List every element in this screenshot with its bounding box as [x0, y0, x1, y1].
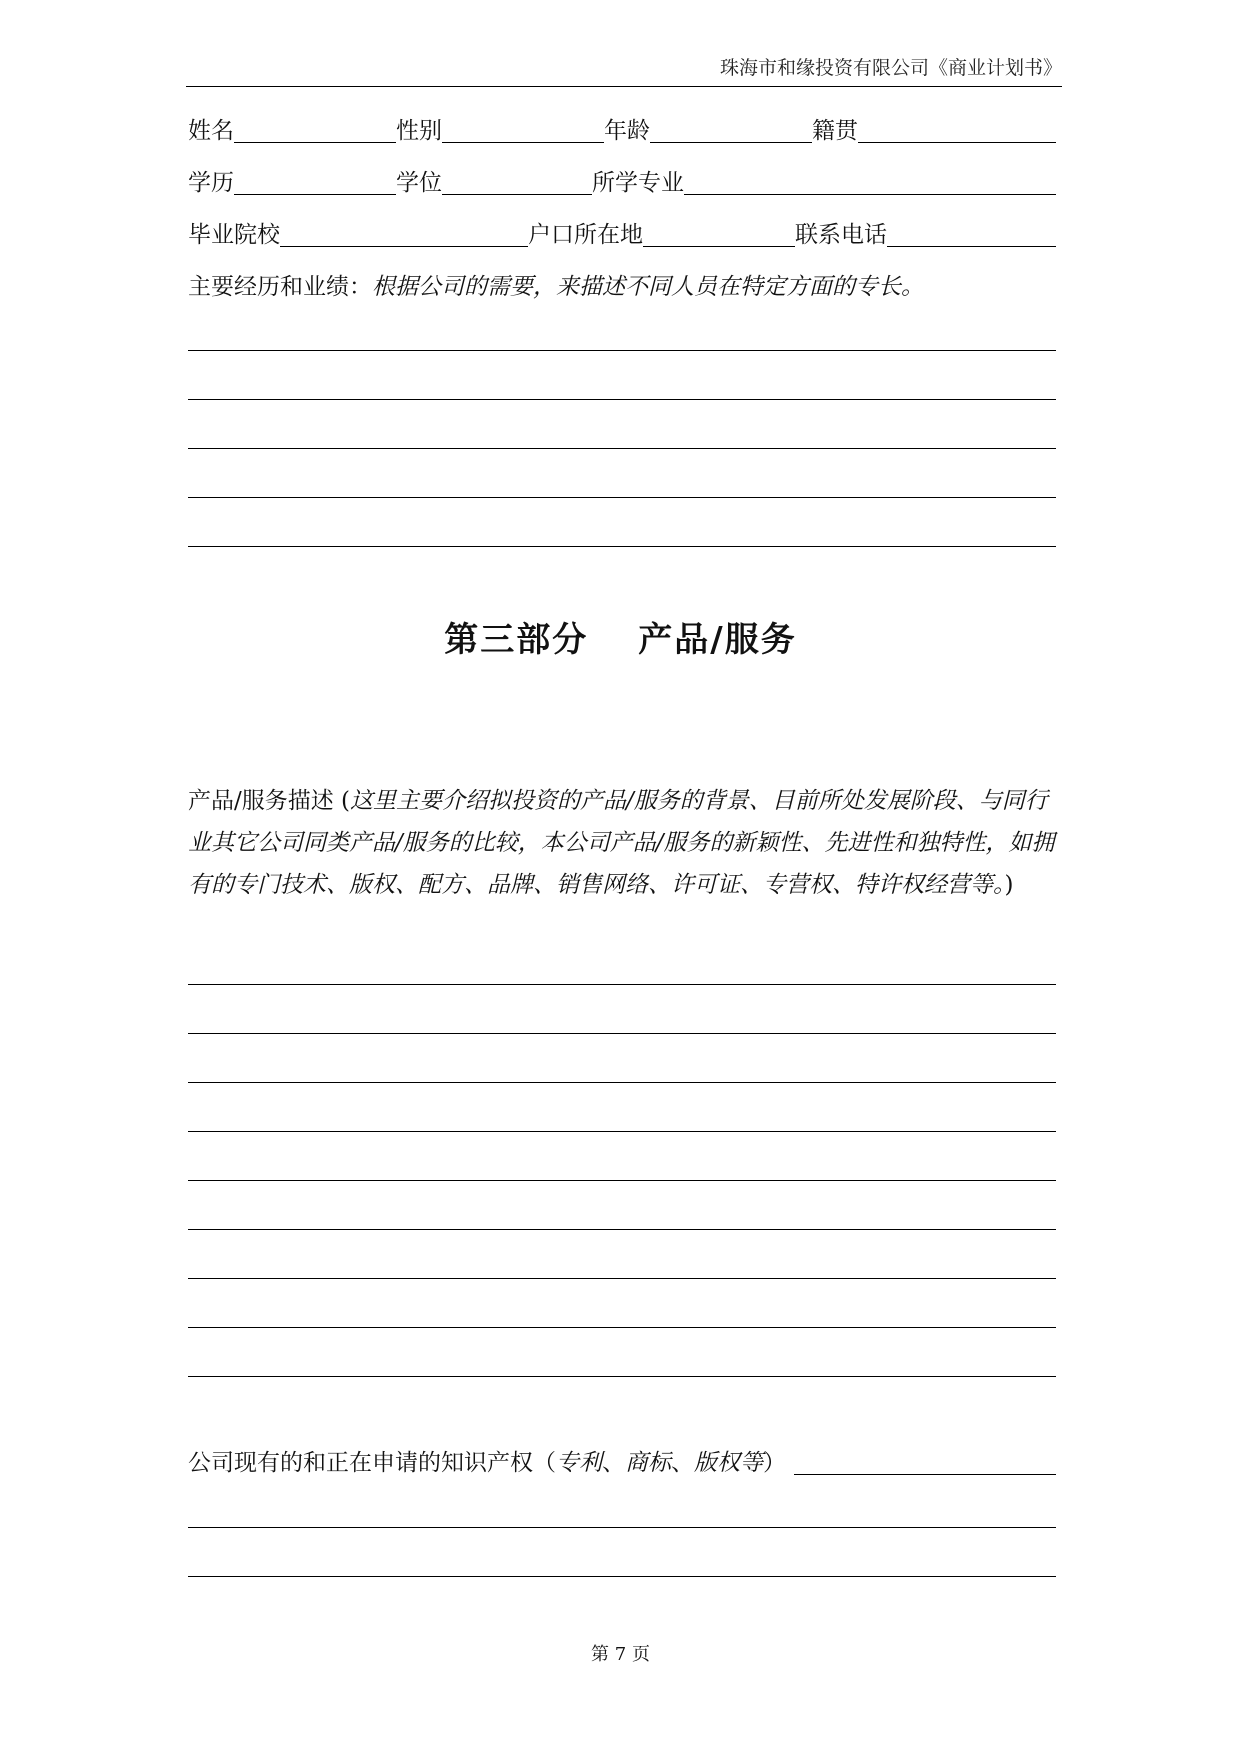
product-blank-line-8[interactable]: [188, 1327, 1056, 1328]
name-field[interactable]: [234, 116, 396, 143]
phone-field[interactable]: [887, 220, 1056, 247]
product-hint: 这里主要介绍拟投资的产品/服务的背景、目前所处发展阶段、与同行业其它公司同类产品/服务的比较，本公司产品/服务的新颖性、先进性和独特性，如拥有的专门技术、版权、配方、品牌、销售网络、许可证、专营权、特许权经营等。: [188, 788, 1055, 898]
experience-blank-line-5[interactable]: [188, 546, 1056, 547]
ip-row: [188, 1446, 1056, 1478]
experience-blank-line-1[interactable]: [188, 350, 1056, 351]
ip-blank-line-1[interactable]: [188, 1527, 1056, 1528]
ip-hint-copyright: 版权等: [694, 1450, 763, 1476]
section-part: 第三部分: [444, 620, 589, 660]
profile-row-2: [188, 166, 1056, 198]
page-header: 珠海市和缘投资有限公司《商业计划书》: [719, 57, 1062, 79]
product-blank-line-7[interactable]: [188, 1278, 1056, 1279]
major-field[interactable]: [684, 168, 1056, 195]
ip-separator-1: 、: [602, 1450, 625, 1476]
experience-blank-line-4[interactable]: [188, 497, 1056, 498]
ip-hint-patent: 专利: [556, 1450, 602, 1476]
profile-row-3: [188, 218, 1056, 250]
product-blank-line-9[interactable]: [188, 1376, 1056, 1377]
name-label: 姓名: [188, 118, 234, 144]
age-field[interactable]: [650, 116, 812, 143]
gender-label: 性别: [396, 118, 442, 144]
education-label: 学历: [188, 170, 234, 196]
school-label: 毕业院校: [188, 222, 280, 248]
page-number: 第 7 页: [591, 1644, 650, 1665]
product-blank-line-4[interactable]: [188, 1131, 1056, 1132]
product-label: 产品/服务描述 (: [188, 788, 351, 814]
experience-blank-line-3[interactable]: [188, 448, 1056, 449]
hukou-label: 户口所在地: [528, 222, 643, 248]
profile-row-1: [188, 114, 1056, 146]
product-blank-line-2[interactable]: [188, 1033, 1056, 1034]
origin-label: 籍贯: [812, 118, 858, 144]
experience-row: [188, 270, 1056, 302]
ip-hint-trademark: 商标: [625, 1450, 671, 1476]
major-label: 所学专业: [592, 170, 684, 196]
age-label: 年龄: [604, 118, 650, 144]
ip-blank-line-2[interactable]: [188, 1576, 1056, 1577]
degree-label: 学位: [396, 170, 442, 196]
ip-separator-2: 、: [671, 1450, 694, 1476]
ip-field[interactable]: [794, 1448, 1056, 1475]
product-description: [188, 780, 1068, 906]
experience-label: 主要经历和业绩：: [188, 274, 372, 300]
header-rule: [186, 86, 1062, 87]
section-title: [0, 612, 1241, 661]
product-blank-line-3[interactable]: [188, 1082, 1056, 1083]
origin-field[interactable]: [858, 116, 1056, 143]
degree-field[interactable]: [442, 168, 592, 195]
school-field[interactable]: [280, 220, 528, 247]
ip-label: 公司现有的和正在申请的知识产权（: [188, 1450, 556, 1476]
section-title-text: 产品/服务: [638, 620, 797, 660]
product-close: ): [1004, 872, 1014, 898]
experience-hint: 根据公司的需要，来描述不同人员在特定方面的专长。: [372, 274, 924, 300]
education-field[interactable]: [234, 168, 396, 195]
experience-blank-line-2[interactable]: [188, 399, 1056, 400]
ip-close: ）: [763, 1450, 786, 1476]
phone-label: 联系电话: [795, 222, 887, 248]
product-blank-line-5[interactable]: [188, 1180, 1056, 1181]
product-blank-line-1[interactable]: [188, 984, 1056, 985]
hukou-field[interactable]: [643, 220, 795, 247]
product-blank-line-6[interactable]: [188, 1229, 1056, 1230]
gender-field[interactable]: [442, 116, 604, 143]
